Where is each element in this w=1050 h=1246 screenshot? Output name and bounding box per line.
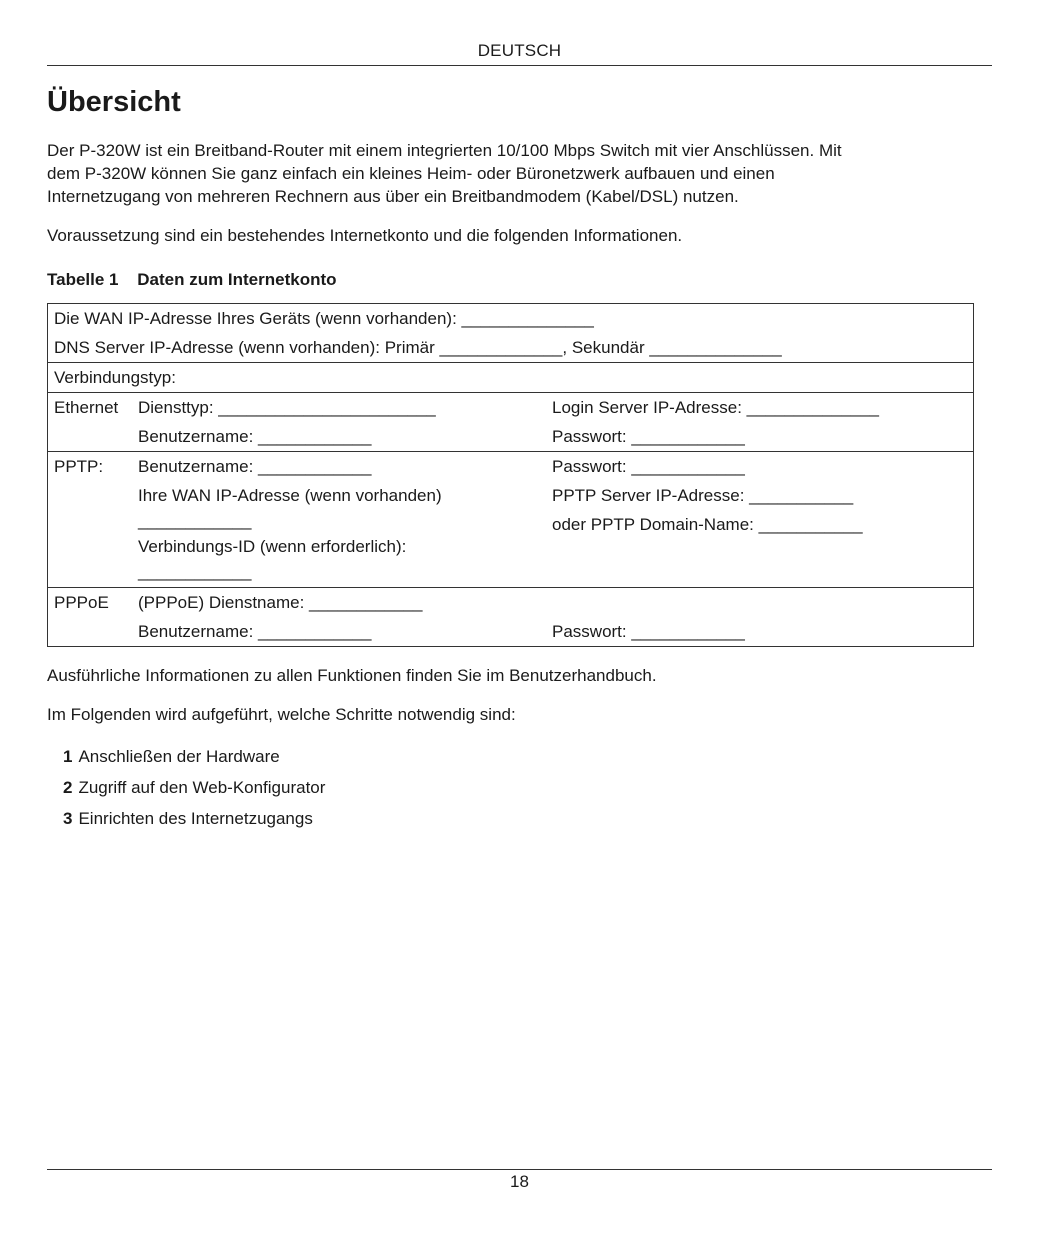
prerequisite-paragraph: Voraussetzung sind ein bestehendes Internetkonto und die folgenden Informationen. bbox=[47, 226, 683, 245]
step-text: Anschließen der Hardware bbox=[78, 747, 280, 766]
ethernet-service-type-field: Diensttyp: _______________________ bbox=[138, 398, 436, 417]
pppoe-label: PPPoE bbox=[54, 593, 109, 612]
pppoe-spacer bbox=[552, 588, 973, 617]
table-caption-label: Tabelle 1 bbox=[47, 270, 119, 289]
pppoe-password-field: Passwort: ____________ bbox=[552, 622, 745, 641]
page-header-language: DEUTSCH bbox=[477, 41, 562, 60]
intro-line: Internetzugang von mehreren Rechnern aus über ein Breitbandmodem (Kabel/DSL) nutzen. bbox=[47, 187, 739, 206]
step-text: Einrichten des Internetzugangs bbox=[78, 809, 313, 828]
ethernet-password-field: Passwort: ____________ bbox=[552, 427, 745, 446]
header-divider bbox=[47, 65, 992, 66]
pptp-domain-name-field: oder PPTP Domain-Name: ___________ bbox=[552, 515, 863, 534]
table-caption bbox=[47, 270, 337, 290]
intro-line: Der P-320W ist ein Breitband-Router mit einem integrierten 10/100 Mbps Switch mit vier Anschlüssen. Mit bbox=[47, 141, 842, 160]
table-row-pptp bbox=[48, 452, 974, 588]
ethernet-type-label bbox=[48, 393, 139, 452]
footer-divider bbox=[47, 1169, 992, 1170]
pppoe-right-fields bbox=[552, 588, 974, 647]
table-row-pppoe bbox=[48, 588, 974, 647]
pppoe-type-label bbox=[48, 588, 139, 647]
dns-server-field: DNS Server IP-Adresse (wenn vorhanden): Primär _____________, Sekundär ______________ bbox=[54, 338, 782, 357]
pptp-connection-id-blank: ____________ bbox=[138, 562, 252, 581]
intro-paragraph bbox=[47, 139, 977, 208]
ethernet-login-server-field: Login Server IP-Adresse: ______________ bbox=[552, 398, 880, 417]
pptp-username-field: Benutzername: ____________ bbox=[138, 457, 372, 476]
intro-line: dem P-320W können Sie ganz einfach ein kleines Heim- oder Büronetzwerk aufbauen und einen bbox=[47, 164, 775, 183]
list-item bbox=[63, 741, 325, 772]
steps-list bbox=[63, 741, 325, 834]
pppoe-left-fields bbox=[138, 588, 552, 647]
table-row bbox=[48, 363, 974, 393]
pptp-type-label bbox=[48, 452, 139, 588]
pptp-right-fields bbox=[552, 452, 974, 588]
table-row-ethernet bbox=[48, 393, 974, 452]
step-text: Zugriff auf den Web-Konfigurator bbox=[78, 778, 326, 797]
pptp-connection-id-field: Verbindungs-ID (wenn erforderlich): bbox=[138, 537, 407, 556]
steps-intro: Im Folgenden wird aufgeführt, welche Schritte notwendig sind: bbox=[47, 705, 516, 724]
ethernet-label: Ethernet bbox=[54, 398, 119, 417]
ethernet-left-fields bbox=[138, 393, 552, 452]
step-number: 3 bbox=[63, 809, 73, 828]
connection-type-label: Verbindungstyp: bbox=[54, 368, 176, 387]
wan-ip-field: Die WAN IP-Adresse Ihres Geräts (wenn vorhanden): ______________ bbox=[54, 309, 594, 328]
pptp-server-ip-field: PPTP Server IP-Adresse: ___________ bbox=[552, 486, 854, 505]
table-row bbox=[48, 304, 974, 363]
pptp-left-fields bbox=[138, 452, 552, 588]
list-item bbox=[63, 772, 325, 803]
page-number: 18 bbox=[510, 1172, 529, 1191]
ethernet-username-field: Benutzername: ____________ bbox=[138, 427, 372, 446]
pptp-wan-ip-blank: ____________ bbox=[138, 511, 252, 530]
ip-info-cell bbox=[48, 304, 974, 363]
step-number: 1 bbox=[63, 747, 73, 766]
pppoe-username-field: Benutzername: ____________ bbox=[138, 622, 372, 641]
table-caption-title: Daten zum Internetkonto bbox=[137, 270, 337, 289]
page-title: Übersicht bbox=[47, 86, 181, 118]
pppoe-service-name-field: (PPPoE) Dienstname: ____________ bbox=[138, 593, 423, 612]
pptp-wan-ip-field: Ihre WAN IP-Adresse (wenn vorhanden) bbox=[138, 486, 442, 505]
manual-note: Ausführliche Informationen zu allen Funktionen finden Sie im Benutzerhandbuch. bbox=[47, 666, 657, 685]
ethernet-right-fields bbox=[552, 393, 974, 452]
pptp-label: PPTP: bbox=[54, 457, 104, 476]
pptp-password-field: Passwort: ____________ bbox=[552, 457, 745, 476]
step-number: 2 bbox=[63, 778, 73, 797]
connection-type-cell bbox=[48, 363, 974, 393]
list-item bbox=[63, 803, 325, 834]
internet-account-table bbox=[47, 303, 974, 647]
